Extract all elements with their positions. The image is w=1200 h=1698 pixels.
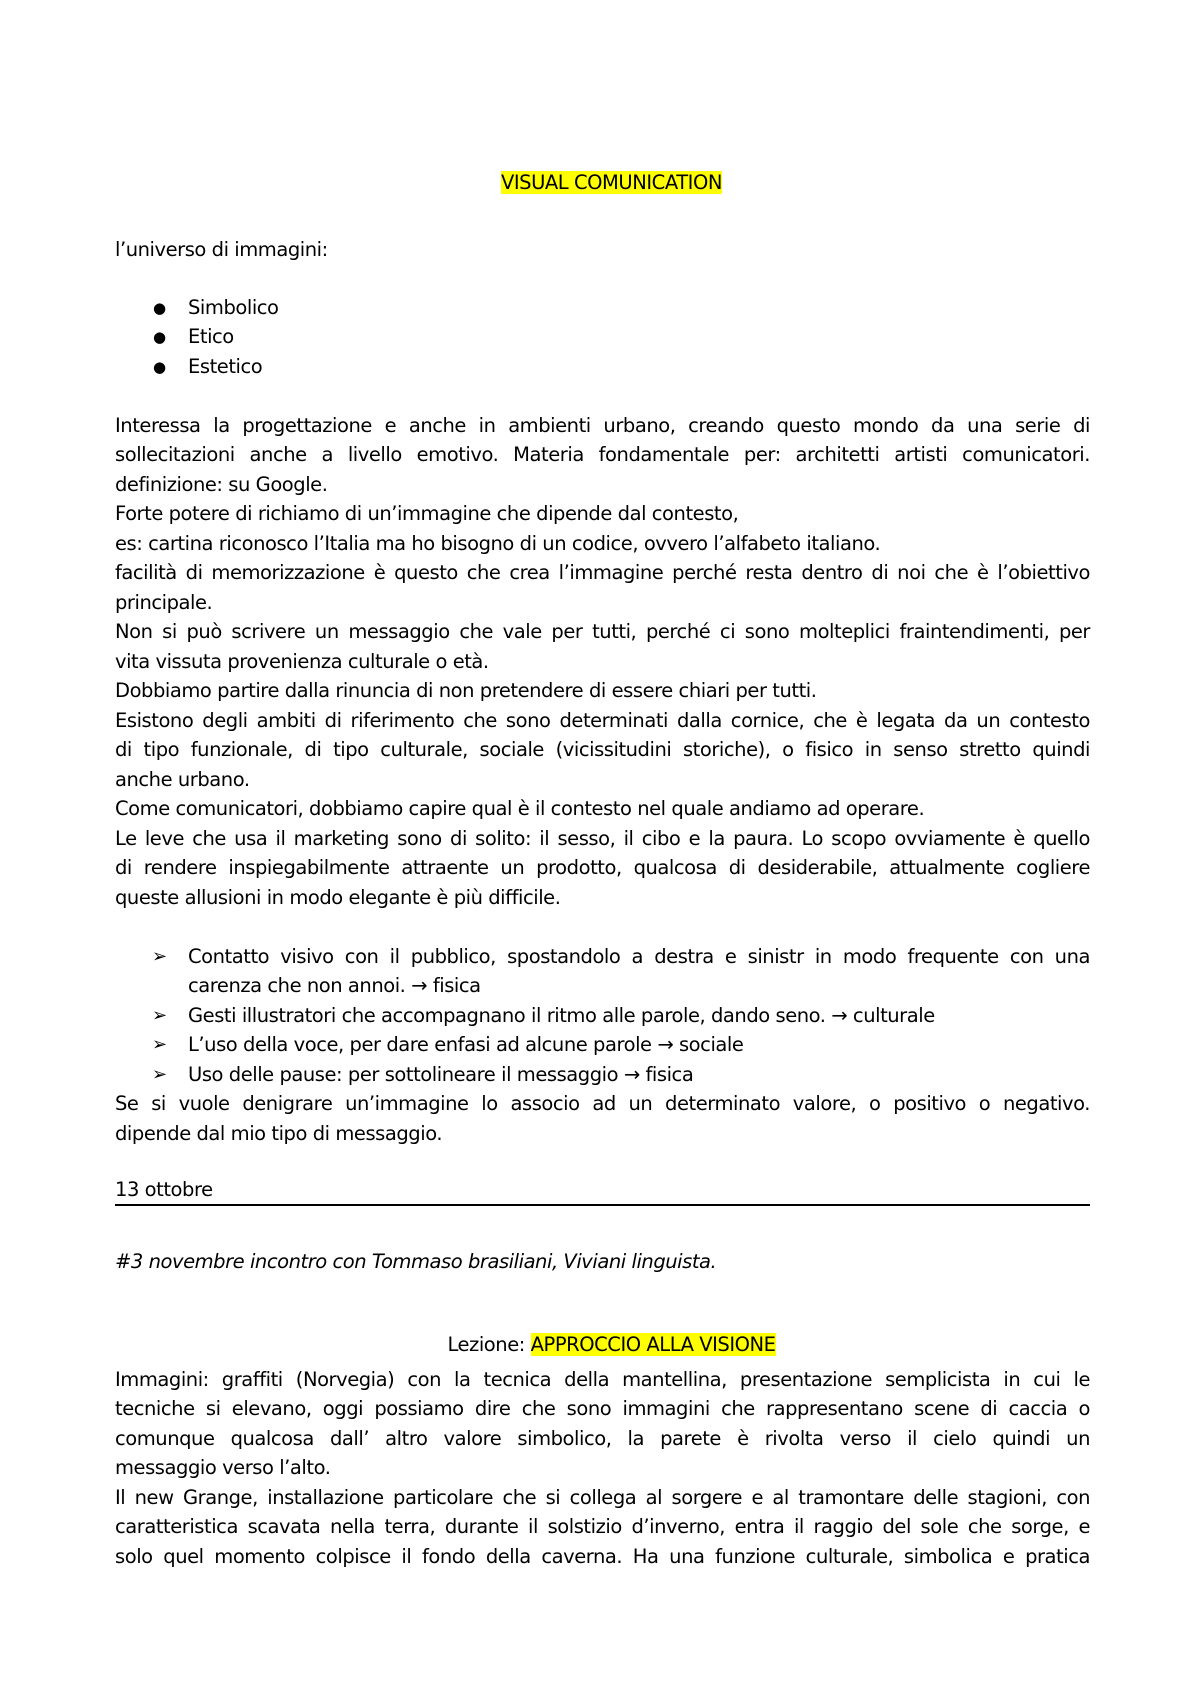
bullet-dot-icon: ● [153,358,166,376]
text-line: queste allusioni in modo elegante è più difficile. [115,886,561,909]
list-item: Contatto visivo con il pubblico, spostandolo a destra e sinistr in modo frequente con una [188,945,1090,968]
text-line: Il new Grange, installazione particolare che si collega al sorgere e al tramontare delle stagioni, con [115,1486,1090,1509]
text-line: Forte potere di richiamo di un’immagine che dipende dal contesto, [115,502,739,525]
arrow-bullet-icon: ➢ [152,1034,167,1055]
text-line: definizione: su Google. [115,473,328,496]
document-title: VISUAL COMUNICATION [500,171,723,194]
lesson-title: APPROCCIO ALLA VISIONE [530,1333,776,1356]
text-line: es: cartina riconosco l’Italia ma ho bisogno di un codice, ovvero l’alfabeto italiano. [115,532,881,555]
text-line: Se si vuole denigrare un’immagine lo associo ad un determinato valore, o positivo o negativo. [115,1092,1090,1115]
text-line: di tipo funzionale, di tipo culturale, sociale (vicissitudini storiche), o fisico in senso stretto quindi [115,738,1090,761]
arrow-bullet-icon: ➢ [152,1064,167,1085]
text-line: Dobbiamo partire dalla rinuncia di non pretendere di essere chiari per tutti. [115,679,817,702]
text-line: Le leve che usa il marketing sono di solito: il sesso, il cibo e la paura. Lo scopo ovviamente è quello [115,827,1090,850]
arrow-bullet-icon: ➢ [152,946,167,967]
list-item: Estetico [188,355,263,378]
text-line: tecniche si elevano, oggi possiamo dire che sono immagini che rappresentano scene di caccia o [115,1397,1090,1420]
list-item: Uso delle pause: per sottolineare il messaggio → fisica [188,1063,694,1086]
text-line: comunque qualcosa dall’ altro valore simbolico, la parete è rivolta verso il cielo quindi un [115,1427,1090,1450]
list-item: Simbolico [188,296,279,319]
text-line: sollecitazioni anche a livello emotivo. Materia fondamentale per: architetti artisti comunicatori. [115,443,1090,466]
bullet-dot-icon: ● [153,299,166,317]
list-item: carenza che non annoi. → fisica [188,974,481,997]
date-heading: 13 ottobre [115,1178,213,1201]
text-line: Esistono degli ambiti di riferimento che sono determinati dalla cornice, che è legata da un contesto [115,709,1090,732]
bullet-dot-icon: ● [153,328,166,346]
list-item: L’uso della voce, per dare enfasi ad alcune parole → sociale [188,1033,744,1056]
text-line: anche urbano. [115,768,250,791]
text-line: Interessa la progettazione e anche in ambienti urbano, creando questo mondo da una serie di [115,414,1090,437]
lesson-prefix: Lezione: [447,1333,531,1356]
text-line: messaggio verso l’alto. [115,1456,331,1479]
intro-line: l’universo di immagini: [115,238,328,261]
text-line: caratteristica scavata nella terra, durante il solstizio d’inverno, entra il raggio del sole che sorge, e [115,1515,1090,1538]
list-item: Gesti illustratori che accompagnano il ritmo alle parole, dando seno. → culturale [188,1004,935,1027]
text-line: principale. [115,591,213,614]
text-line: dipende dal mio tipo di messaggio. [115,1122,443,1145]
text-line: vita vissuta provenienza culturale o età. [115,650,489,673]
document-title-row [0,147,1200,219]
list-item: Etico [188,325,234,348]
text-line: di rendere inspiegabilmente attraente un prodotto, qualcosa di desiderabile, attualmente cogliere [115,856,1090,879]
text-line: solo quel momento colpisce il fondo della caverna. Ha una funzione culturale, simbolica e pratica [115,1545,1090,1568]
text-line: facilità di memorizzazione è questo che crea l’immagine perché resta dentro di noi che è l’obiettivo [115,561,1090,584]
text-line: Non si può scrivere un messaggio che vale per tutti, perché ci sono molteplici fraintendimenti, per [115,620,1090,643]
arrow-bullet-icon: ➢ [152,1005,167,1026]
text-line: Immagini: graffiti (Norvegia) con la tecnica della mantellina, presentazione semplicista in cui le [115,1368,1090,1391]
text-line: Come comunicatori, dobbiamo capire qual è il contesto nel quale andiamo ad operare. [115,797,925,820]
italic-note: #3 novembre incontro con Tommaso brasiliani, Viviani linguista. [115,1250,717,1273]
heading-rule [115,1204,1090,1206]
